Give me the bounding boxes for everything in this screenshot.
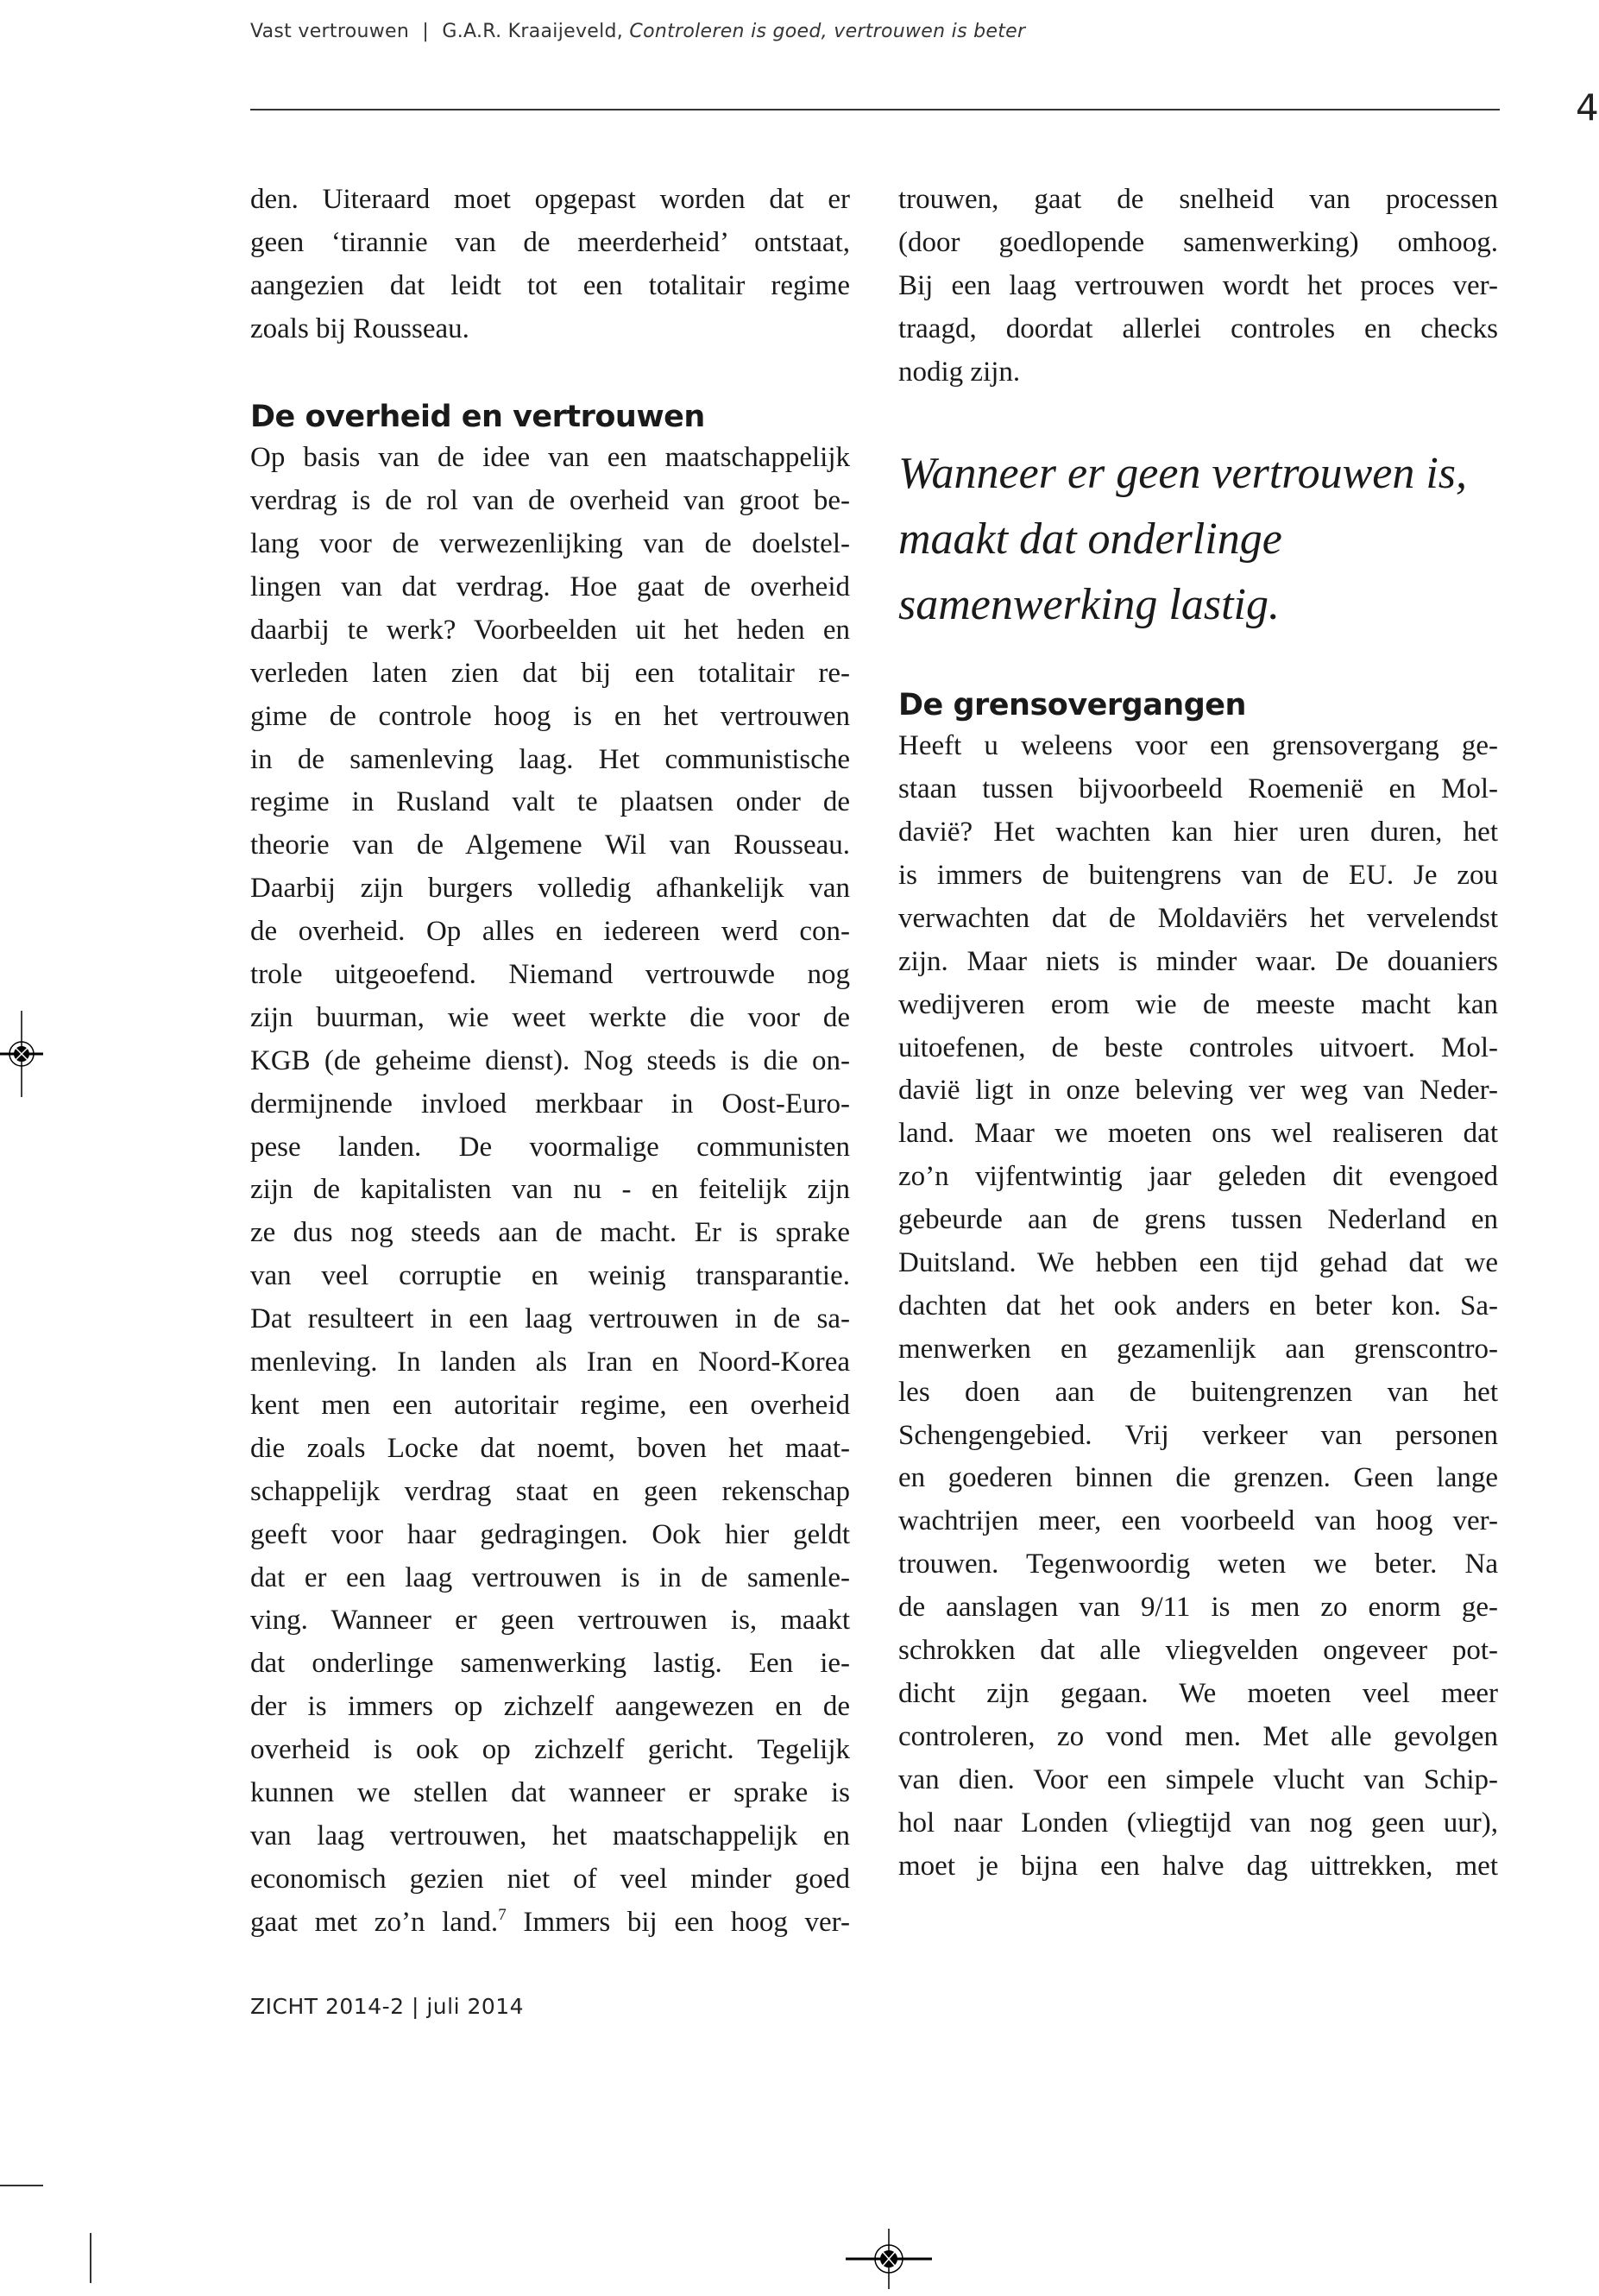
text-line: menleving. In landen als Iran en Noord-Korea	[250, 1347, 850, 1378]
text-line: Duitsland. We hebben een tijd gehad dat we	[898, 1247, 1498, 1279]
text-line: (door goedlopende samenwerking) omhoog.	[898, 226, 1498, 258]
crop-mark	[0, 2185, 43, 2186]
text-line: trouwen, gaat de snelheid van processen	[898, 184, 1498, 215]
header-rule	[250, 109, 1500, 110]
text-line: Heeft u weleens voor een grensovergang ge-	[898, 730, 1498, 762]
text-line: ving. Wanneer er geen vertrouwen is, maakt	[250, 1605, 850, 1637]
paragraph	[898, 725, 1498, 1888]
crop-mark	[90, 2233, 91, 2283]
footer: ZICHT 2014-2 | juli 2014	[250, 1994, 525, 2019]
section-heading: De grensovergangen	[898, 688, 1246, 723]
text-line: davië ligt in onze beleving ver weg van Neder-	[898, 1075, 1498, 1107]
text-line: van veel corruptie en weinig transparantie.	[250, 1260, 850, 1292]
text-line: Dat resulteert in een laag vertrouwen in de sa-	[250, 1303, 850, 1335]
text-line: zijn de kapitalisten van nu - en feitelijk zijn	[250, 1174, 850, 1206]
text-line: wedijveren erom wie de meeste macht kan	[898, 988, 1498, 1020]
pull-quote	[898, 441, 1498, 638]
text-line: schrokken dat alle vliegvelden ongeveer pot-	[898, 1635, 1498, 1667]
text-line: staan tussen bijvoorbeeld Roemenië en Mol-	[898, 773, 1498, 805]
text-line: schappelijk verdrag staat en geen rekenschap	[250, 1475, 850, 1507]
text-line: trole uitgeoefend. Niemand vertrouwde nog	[250, 959, 850, 991]
text-line: dachten dat het ook anders en beter kon. Sa-	[898, 1290, 1498, 1321]
text-line	[250, 1902, 850, 1945]
text-line: den. Uiteraard moet opgepast worden dat er	[250, 184, 850, 215]
text-line: dicht zijn gegaan. We moeten veel meer	[898, 1677, 1498, 1709]
text-line: moet je bijna een halve dag uittrekken, met	[898, 1850, 1498, 1882]
text-line: davië? Het wachten kan hier uren duren, het	[898, 817, 1498, 848]
text-line: kunnen we stellen dat wanneer er sprake is	[250, 1776, 850, 1808]
text-line: der is immers op zichzelf aangewezen en de	[250, 1691, 850, 1723]
text-line: hol naar Londen (vliegtijd van nog geen uur),	[898, 1807, 1498, 1839]
text-line: geeft voor haar gedragingen. Ook hier geldt	[250, 1518, 850, 1550]
text-line: dat er een laag vertrouwen is in de samenle-	[250, 1561, 850, 1593]
left-column	[250, 179, 850, 1945]
text-line: Bij een laag vertrouwen wordt het proces ver-	[898, 269, 1498, 301]
text-line: zijn. Maar niets is minder waar. De douaniers	[898, 945, 1498, 977]
text-line: Daarbij zijn burgers volledig afhankelijk van	[250, 873, 850, 905]
quote-line: Wanneer er geen vertrouwen is,	[898, 449, 1468, 499]
text-line: zoals bij Rousseau.	[250, 312, 469, 344]
text-line: controleren, zo vond men. Met alle gevolgen	[898, 1720, 1498, 1752]
text-line: lang voor de verwezenlijking van de doelstel-	[250, 528, 850, 560]
text-line: theorie van de Algemene Wil van Rousseau.	[250, 829, 850, 861]
text-line: gebeurde aan de grens tussen Nederland en	[898, 1204, 1498, 1236]
text-line: kent men een autoritair regime, een overheid	[250, 1389, 850, 1421]
text-line: van dien. Voor een simpele vlucht van Schip-	[898, 1763, 1498, 1795]
registration-mark-icon	[846, 2229, 932, 2289]
text-line: economisch gezien niet of veel minder goed	[250, 1863, 850, 1895]
text-line: aangezien dat leidt tot een totalitair regime	[250, 269, 850, 301]
text-line: land. Maar we moeten ons wel realiseren dat	[898, 1118, 1498, 1150]
header-section: Vast vertrouwen	[250, 21, 410, 42]
text-line: trouwen. Tegenwoordig weten we beter. Na	[898, 1549, 1498, 1580]
text-line: les doen aan de buitengrenzen van het	[898, 1376, 1498, 1408]
text-fragment: Immers bij een hoog ver-	[506, 1906, 850, 1938]
text-fragment: gaat met zo’n land.	[250, 1906, 499, 1938]
text-line: lingen van dat verdrag. Hoe gaat de overheid	[250, 571, 850, 603]
paragraph	[898, 179, 1498, 394]
text-line: de aanslagen van 9/11 is men zo enorm ge-	[898, 1592, 1498, 1624]
spacer	[250, 351, 850, 394]
text-line: verdrag is de rol van de overheid van groot be-	[250, 485, 850, 517]
text-line: Schengengebied. Vrij verkeer van personen	[898, 1419, 1498, 1451]
text-line: die zoals Locke dat noemt, boven het maat-	[250, 1432, 850, 1464]
footnote-ref: 7	[498, 1905, 507, 1924]
text-line: dat onderlinge samenwerking lastig. Een ie-	[250, 1648, 850, 1680]
text-line: KGB (de geheime dienst). Nog steeds is die on-	[250, 1044, 850, 1076]
text-line: van laag vertrouwen, het maatschappelijk en	[250, 1820, 850, 1851]
text-line: uitoefenen, de beste controles uitvoert. Mol-	[898, 1031, 1498, 1063]
section-heading: De overheid en vertrouwen	[250, 400, 705, 435]
quote-line: samenwerking lastig.	[898, 580, 1280, 630]
text-line: daarbij te werk? Voorbeelden uit het heden en	[250, 614, 850, 646]
text-line: overheid is ook op zichzelf gericht. Tegelijk	[250, 1734, 850, 1766]
text-line: gime de controle hoog is en het vertrouwen	[250, 700, 850, 732]
text-line: dermijnende invloed merkbaar in Oost-Euro-	[250, 1088, 850, 1120]
text-line: traagd, doordat allerlei controles en checks	[898, 312, 1498, 344]
right-column	[898, 179, 1498, 1888]
text-line: verwachten dat de Moldaviërs het vervelendst	[898, 902, 1498, 934]
text-line: pese landen. De voormalige communisten	[250, 1131, 850, 1163]
text-line: ze dus nog steeds aan de macht. Er is sprake	[250, 1217, 850, 1249]
running-header	[250, 21, 1025, 42]
text-line: wachtrijen meer, een voorbeeld van hoog ver-	[898, 1505, 1498, 1537]
text-line: en goederen binnen die grenzen. Geen lange	[898, 1462, 1498, 1494]
header-author: G.A.R. Kraaijeveld,	[442, 21, 624, 42]
page-number: 4	[1576, 86, 1599, 129]
text-line: zijn buurman, wie weet werkte die voor de	[250, 1001, 850, 1033]
text-line: in de samenleving laag. Het communistische	[250, 743, 850, 775]
text-line: is immers de buitengrens van de EU. Je zou	[898, 860, 1498, 892]
text-line: menwerken en gezamenlijk aan grenscontro-	[898, 1333, 1498, 1365]
text-line: Op basis van de idee van een maatschappelijk	[250, 442, 850, 474]
text-line: geen ‘tirannie van de meerderheid’ ontstaat,	[250, 226, 850, 258]
text-line: regime in Rusland valt te plaatsen onder de	[250, 786, 850, 818]
header-article-title: Controleren is goed, vertrouwen is beter	[629, 21, 1026, 42]
text-line: nodig zijn.	[898, 356, 1021, 388]
registration-mark-icon	[0, 1011, 43, 1097]
header-separator: |	[422, 21, 430, 42]
quote-line: maakt dat onderlinge	[898, 514, 1282, 565]
text-line: verleden laten zien dat bij een totalitair re-	[250, 657, 850, 689]
text-line: zo’n vijfentwintig jaar geleden dit evengoed	[898, 1161, 1498, 1193]
paragraph	[250, 437, 850, 1944]
paragraph	[250, 179, 850, 351]
text-line: de overheid. Op alles en iedereen werd con-	[250, 916, 850, 948]
